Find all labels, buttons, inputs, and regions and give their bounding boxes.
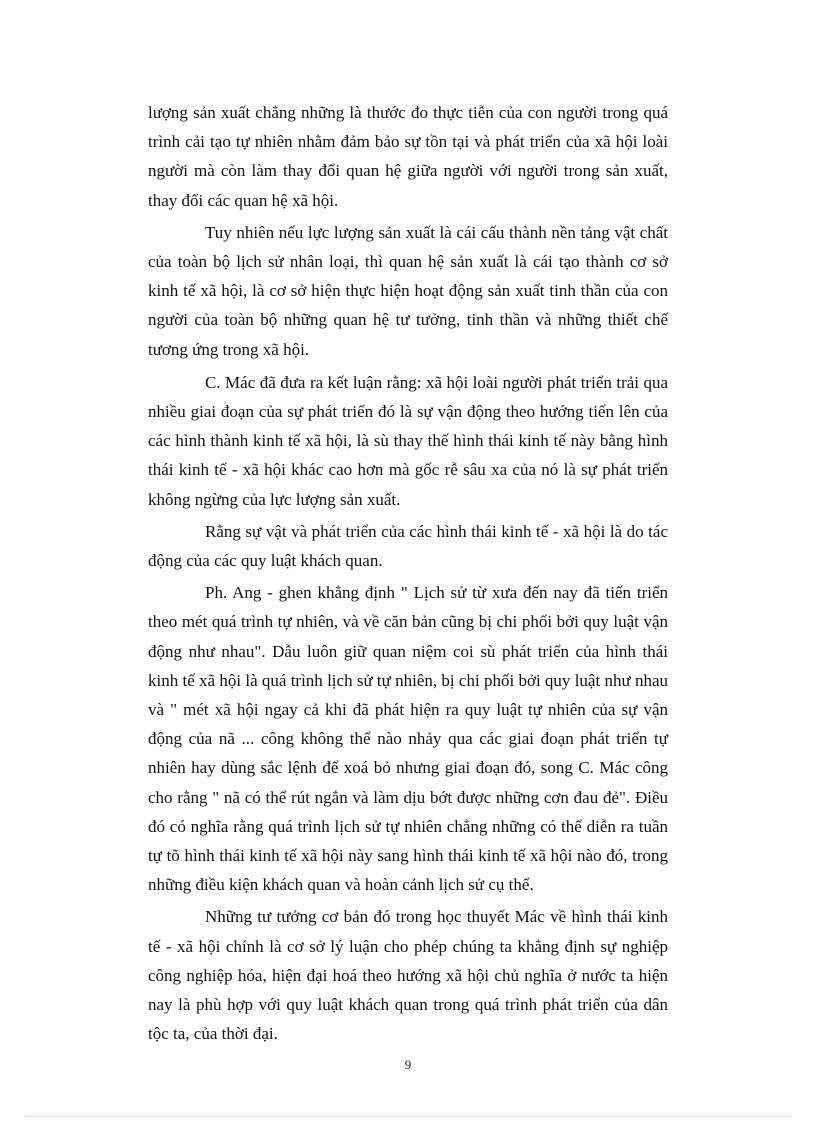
paragraph-3: C. Mác đã đưa ra kết luận rằng: xã hội loài người phát triển trải qua nhiều giai đoạn của sự phát triển đó là sự vận động theo hướng tiến lên của các hình thành kinh tế xã hội, là sù thay thế hình thái kinh tế này bằng hình thái kinh tế - xã hội khác cao hơn mà gốc rễ sâu xa của nó là sự phát triển không ngừng của lực lượng sản xuất. bbox=[148, 372, 668, 509]
paragraph-4: Rằng sự vật và phát triển của các hình thái kinh tế - xã hội là do tác động của các quy luật khách quan. bbox=[148, 521, 668, 571]
paragraph-6: Những tư tưởng cơ bản đó trong học thuyết Mác về hình thái kinh tế - xã hội chính là cơ sở lý luận cho phép chúng ta khẳng định sự nghiệp công nghiệp hóa, hiện đại hoá theo hướng xã hội chủ nghĩa ở nước ta hiện nay là phù hợp với quy luật khách quan trong quá trình phát triển của dân tộc ta, của thời đại. bbox=[148, 907, 668, 1044]
page-number: 9 bbox=[404, 1057, 412, 1072]
body-text bbox=[148, 98, 668, 1052]
page-bottom-rule bbox=[24, 1116, 792, 1117]
paragraph-1: lượng sản xuất chẳng những là thước đo thực tiễn của con người trong quá trình cải tạo tự nhiên nhằm đảm bảo sự tồn tại và phát triển của xã hội loài người mà còn làm thay đổi quan hệ giữa người với người trong sản xuất, thay đổi các quan hệ xã hội. bbox=[148, 103, 668, 210]
paragraph-2: Tuy nhiên nếu lực lượng sản xuất là cái cấu thành nền tảng vật chất của toàn bộ lịch sử nhân loại, thì quan hệ sản xuất là cái tạo thành cơ sở kinh tế xã hội, là cơ sở hiện thực hiện hoạt động sản xuất tinh thần của con người của toàn bộ những quan hệ tư tưởng, tinh thần và những thiết chế tương ứng trong xã hội. bbox=[148, 222, 668, 359]
paragraph-5: Ph. Ang - ghen khẳng định " Lịch sử từ xưa đến nay đã tiến triển theo mét quá trình tự nhiên, và về căn bản cũng bị chi phối bởi quy luật vận động như nhau". Dẫu luôn giữ quan niệm coi sù phát triển của hình thái kinh tế xã hội là quá trình lịch sử tự nhiên, bị chi phối bởi quy luật như nhau và " mét xã hội ngay cả khi đã phát hiện ra quy luật tự nhiên của sự vận động của nã ... công không thể nào nhảy qua các giai đoạn phát triển tự nhiên hay dùng sắc lệnh để xoá bỏ nhưng giai đoạn đó, song C. Mác công cho rằng " nã có thể rút ngắn và làm dịu bớt được những cơn đau đẻ". Điều đó có nghĩa rằng quá trình lịch sử tự nhiên chẳng những có thể diễn ra tuần tự tõ hình thái kinh tế xã hội này sang hình thái kinh tế xã hội nào đó, trong những điều kiện khách quan và hoàn cảnh lịch sử cụ thể. bbox=[148, 583, 668, 895]
